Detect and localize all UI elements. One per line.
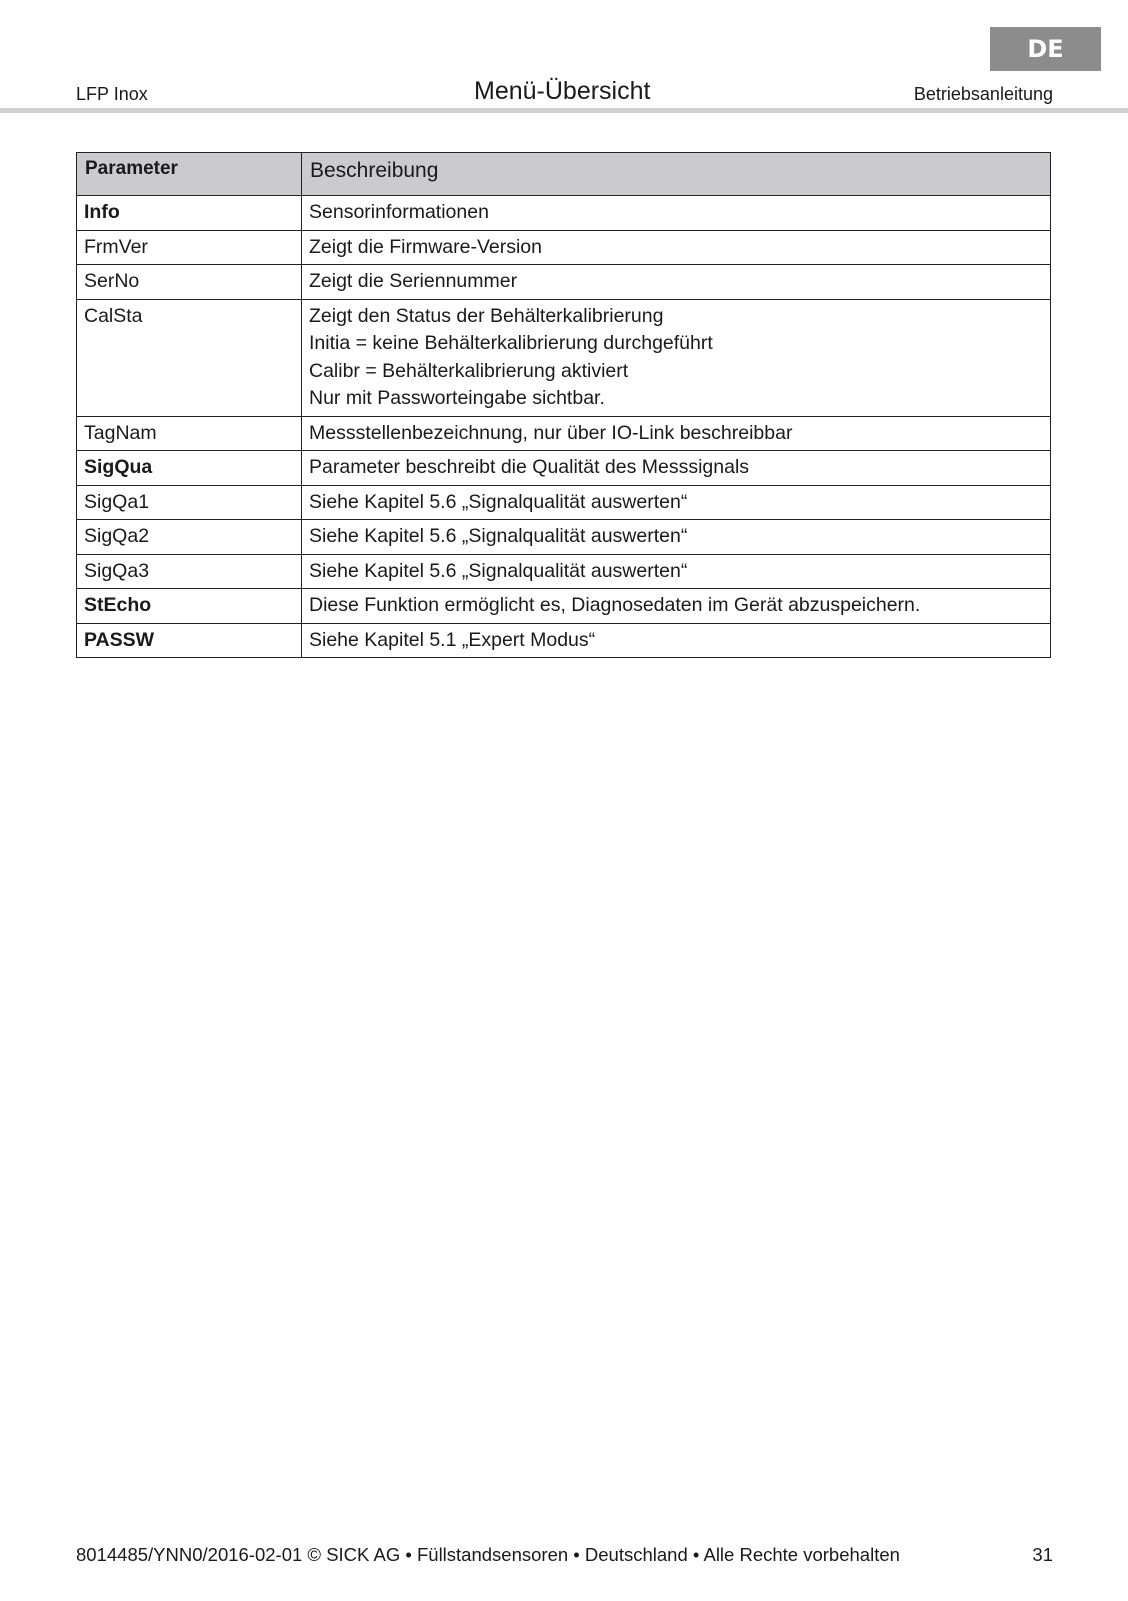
description-line: Zeigt den Status der Behälterkalibrierung [309,304,664,327]
description-cell [302,230,1051,265]
table-row [77,299,1051,416]
description-cell [302,416,1051,451]
table-row [77,623,1051,658]
column-header-description: Beschreibung [302,153,1051,196]
description-line: Initia = keine Behälterkalibrierung durchgeführt [309,332,713,354]
description-line: Siehe Kapitel 5.6 „Signalqualität auswerten“ [309,490,688,513]
description-line: Siehe Kapitel 5.6 „Signalqualität auswerten“ [309,525,688,547]
description-line: Messstellenbezeichnung, nur über IO-Link beschreibbar [309,421,793,444]
parameter-cell: SigQa2 [77,520,302,555]
parameter-table [76,152,1051,658]
description-line: Siehe Kapitel 5.6 „Signalqualität auswerten“ [309,559,688,582]
table-row [77,416,1051,451]
description-cell [302,485,1051,520]
description-line: Calibr = Behälterkalibrierung aktiviert [309,359,629,382]
description-line: Diese Funktion ermöglicht es, Diagnosedaten im Gerät abzuspeichern. [309,594,921,616]
parameter-cell: SigQa1 [77,485,302,520]
parameter-cell: StEcho [77,589,302,624]
parameter-cell: FrmVer [77,230,302,265]
table-header-row [77,153,1051,196]
table-row [77,230,1051,265]
parameter-cell: TagNam [77,416,302,451]
language-badge: DE [990,27,1101,71]
header-document-type: Betriebsanleitung [913,84,1053,104]
header-product-name: LFP Inox [76,84,148,104]
table-body [77,196,1051,658]
description-cell [302,265,1051,300]
footer-copyright: 8014485/YNN0/2016-02-01 © SICK AG • Füllstandsensoren • Deutschland • Alle Rechte vorbehalten [76,1544,900,1565]
description-cell [302,520,1051,555]
description-line: Sensorinformationen [309,201,489,223]
description-cell [302,554,1051,589]
parameter-cell: Info [77,196,302,231]
page-number: 31 [1032,1544,1053,1565]
header-divider [0,108,1128,113]
table-row [77,485,1051,520]
column-header-parameter: Parameter [77,153,302,196]
parameter-cell: SigQa3 [77,554,302,589]
table-row [77,554,1051,589]
parameter-cell: CalSta [77,299,302,416]
description-cell [302,589,1051,624]
description-line: Parameter beschreibt die Qualität des Messsignals [309,456,750,478]
page-title: Menü-Übersicht [474,77,651,105]
description-cell [302,451,1051,486]
parameter-cell: PASSW [77,623,302,658]
description-line: Siehe Kapitel 5.1 „Expert Modus“ [309,628,596,651]
table-row [77,196,1051,231]
description-cell [302,623,1051,658]
description-line: Nur mit Passworteingabe sichtbar. [309,387,605,409]
parameter-cell: SigQua [77,451,302,486]
description-line: Zeigt die Seriennummer [309,270,518,292]
table-row [77,520,1051,555]
description-line: Zeigt die Firmware-Version [309,235,542,258]
table-row [77,265,1051,300]
table-row [77,451,1051,486]
table-row [77,589,1051,624]
description-cell [302,299,1051,416]
description-cell [302,196,1051,231]
parameter-cell: SerNo [77,265,302,300]
